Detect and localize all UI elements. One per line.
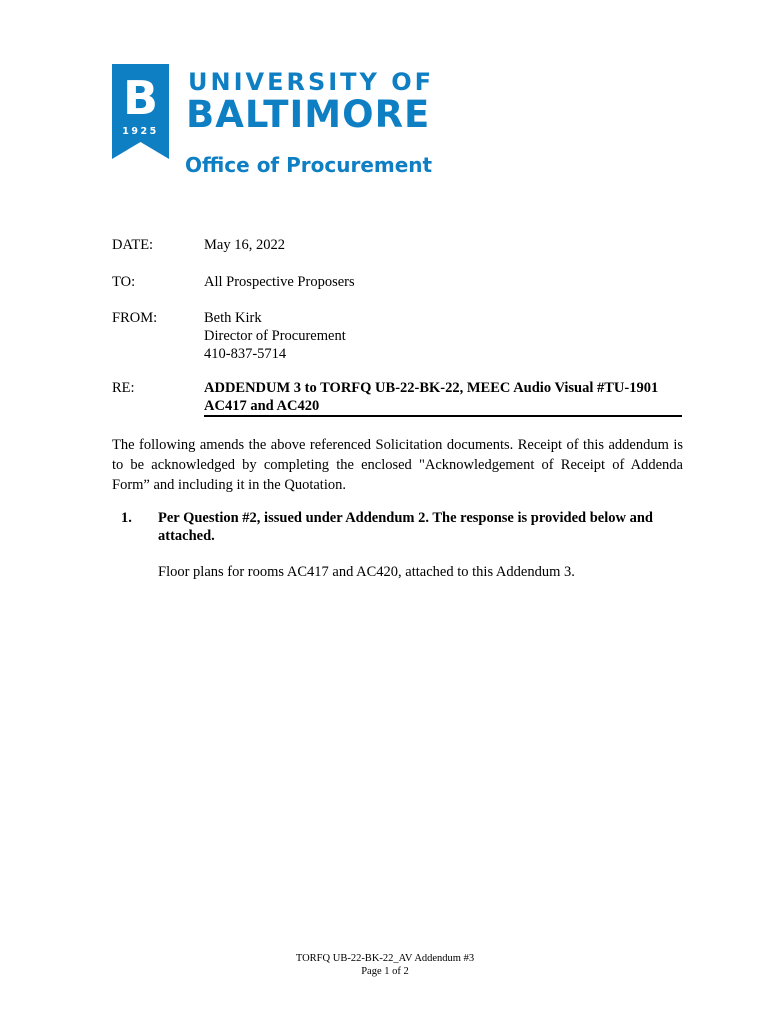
logo-initial: B [122,71,159,125]
page-footer [0,952,770,978]
from-name: Beth Kirk [204,310,262,326]
to-value: All Prospective Proposers [204,274,355,290]
item-detail: Floor plans for rooms AC417 and AC420, attached to this Addendum 3. [158,564,575,580]
office-name: Office of Procurement [185,153,433,177]
re-label: RE: [112,380,135,396]
from-phone: 410-837-5714 [204,346,287,362]
item-heading: Per Question #2, issued under Addendum 2. The response is provided below and attached. [158,510,653,544]
footer-page-number: Page 1 of 2 [361,966,409,977]
item-number: 1. [121,510,132,526]
footer-doc-ref: TORFQ UB-22-BK-22_AV Addendum #3 [295,953,475,964]
from-title: Director of Procurement [204,328,346,344]
re-line-1: ADDENDUM 3 to TORFQ UB-22-BK-22, MEEC Audio Visual #TU-1901 [204,380,659,396]
re-line-2: AC417 and AC420 [204,398,320,414]
intro-paragraph: The following amends the above referenced Solicitation documents. Receipt of this addendum is to be acknowledged by completing the enclosed "Acknowledgement of Receipt of Addenda Form” and including it in the Quotation. [112,437,683,493]
list-item [121,509,681,545]
date-label: DATE: [112,237,154,253]
logo-baltimore: BALTIMORE [186,93,431,136]
from-label: FROM: [112,310,158,326]
logo-year: 1925 [122,126,159,137]
logo-university-of: UNIVERSITY OF [188,68,435,96]
university-logo-mark [112,64,169,159]
to-label: TO: [112,274,136,290]
date-value: May 16, 2022 [204,237,285,253]
re-subject [204,379,684,415]
header-divider [204,415,682,417]
